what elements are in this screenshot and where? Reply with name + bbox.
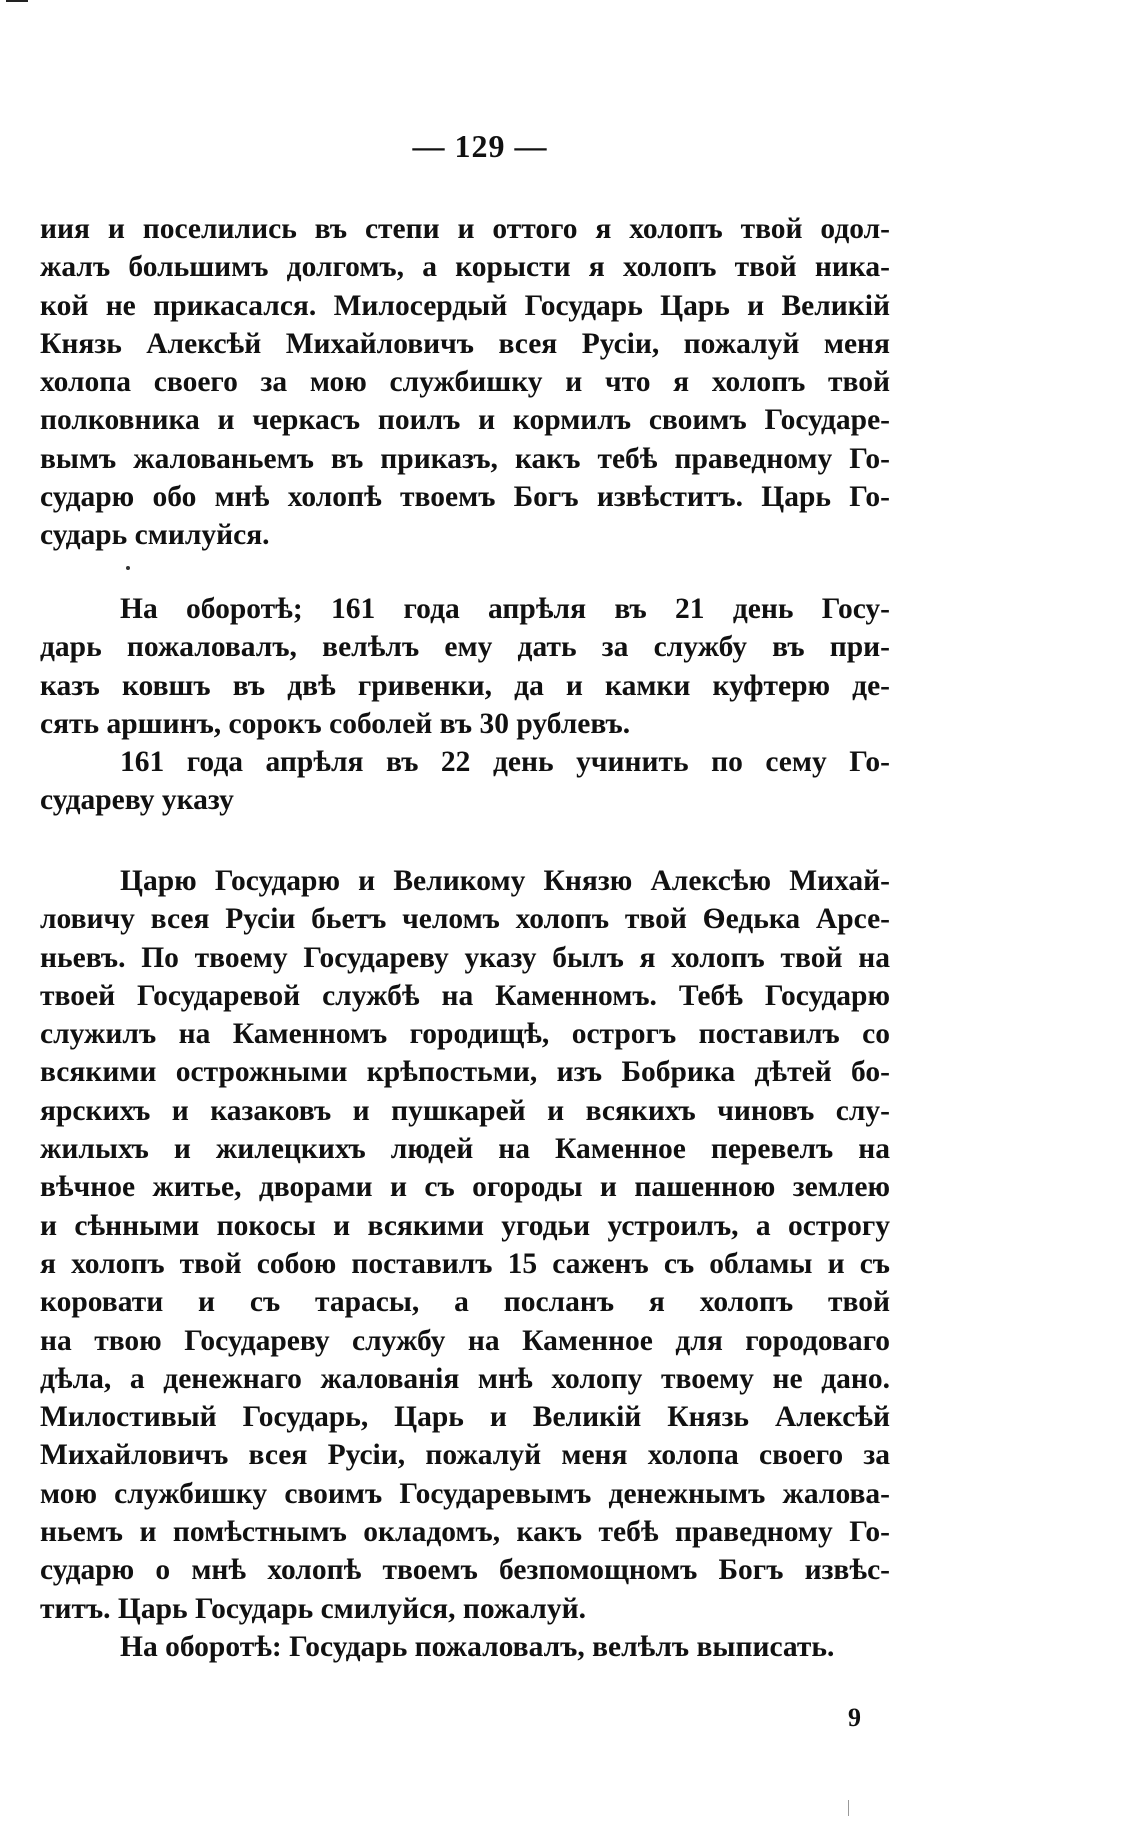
bottom-tick-mark <box>848 1800 849 1816</box>
text-line: твоей Государевой службѣ на Каменномъ. Тебѣ Государю <box>40 979 890 1012</box>
text-line: мою службишку своимъ Государевымъ денежнымъ жалова- <box>40 1477 890 1510</box>
reverse-note-paragraph <box>40 590 890 820</box>
signature-mark: 9 <box>848 1703 861 1732</box>
text-line: сударю о мнѣ холопѣ твоемъ безпомощномъ Богъ извѣс- <box>40 1554 890 1587</box>
text-line: жалъ большимъ долгомъ, а корысти я холопъ твой ника- <box>40 251 890 284</box>
text-line: Царю Государю и Великому Князю Алексѣю Михай- <box>120 865 890 897</box>
text-line: кой не прикасался. Милосердый Государь Царь и Великій <box>40 289 890 322</box>
text-line: холопа своего за мою службишку и что я холопъ твой <box>40 366 890 399</box>
text-line: На оборотѣ; 161 года апрѣля въ 21 день Госу- <box>120 593 890 625</box>
text-line: сять аршинъ, сорокъ соболей въ 30 рублевъ. <box>40 707 631 740</box>
petition-paragraph-2 <box>40 862 890 1666</box>
text-line: сударю обо мнѣ холопѣ твоемъ Богъ извѣститъ. Царь Го- <box>40 481 890 514</box>
text-line: служилъ на Каменномъ городищѣ, острогъ поставилъ со <box>40 1018 890 1051</box>
text-line: коровати и съ тарасы, а посланъ я холопъ твой <box>40 1286 890 1319</box>
text-line: казъ ковшъ въ двѣ гривенки, да и камки куфтерю де- <box>40 669 890 702</box>
text-line: ньемъ и помѣстнымъ окладомъ, какъ тебѣ праведному Го- <box>40 1516 890 1549</box>
text-line: ньевъ. По твоему Государеву указу былъ я холопъ твой на <box>40 941 890 974</box>
text-line: и сѣнными покосы и всякими угодьи устроилъ, а острогу <box>40 1209 890 1242</box>
text-line: иия и поселились въ степи и оттого я холопъ твой одол- <box>40 213 890 245</box>
text-line: титъ. Царь Государь смилуйся, пожалуй. <box>40 1592 586 1625</box>
text-line: вѣчное житье, дворами и съ огороды и пашенною землею <box>40 1171 890 1204</box>
corner-mark <box>6 0 28 2</box>
text-line: на твою Государеву службу на Каменное для городоваго <box>40 1324 890 1357</box>
text-line: На оборотѣ: Государь пожаловалъ, велѣлъ выписать. <box>120 1630 835 1663</box>
text-line: всякими острожными крѣпостьми, изъ Бобрика дѣтей бо- <box>40 1056 890 1089</box>
text-line: вымъ жалованьемъ въ приказъ, какъ тебѣ праведному Го- <box>40 442 890 475</box>
text-line: ловичу всея Русіи бьетъ челомъ холопъ твой Ѳедька Арсе- <box>40 903 890 936</box>
stray-dot <box>126 566 130 570</box>
text-line: жилыхъ и жилецкихъ людей на Каменное перевелъ на <box>40 1133 890 1166</box>
text-line: полковника и черкасъ поилъ и кормилъ своимъ Государе- <box>40 404 890 437</box>
text-line: Михайловичъ всея Русіи, пожалуй меня холопа своего за <box>40 1439 890 1472</box>
text-line: Князь Алексѣй Михайловичъ всея Русіи, пожалуй меня <box>40 327 890 360</box>
text-line: ярскихъ и казаковъ и пушкарей и всякихъ чиновъ слу- <box>40 1094 890 1127</box>
text-line: сударь смилуйся. <box>40 519 270 552</box>
page-number: — 129 — <box>412 128 548 164</box>
text-line: судареву указу <box>40 784 234 817</box>
text-line: 161 года апрѣля въ 22 день учинить по сему Го- <box>120 746 890 779</box>
text-line: дарь пожаловалъ, велѣлъ ему дать за службу въ при- <box>40 631 890 664</box>
petition-paragraph-1 <box>40 210 890 555</box>
text-line: Милостивый Государь, Царь и Великій Князь Алексѣй <box>40 1401 890 1434</box>
text-line: дѣла, а денежнаго жалованія мнѣ холопу твоему не дано. <box>40 1362 890 1395</box>
text-line: я холопъ твой собою поставилъ 15 саженъ съ обламы и съ <box>40 1247 890 1280</box>
